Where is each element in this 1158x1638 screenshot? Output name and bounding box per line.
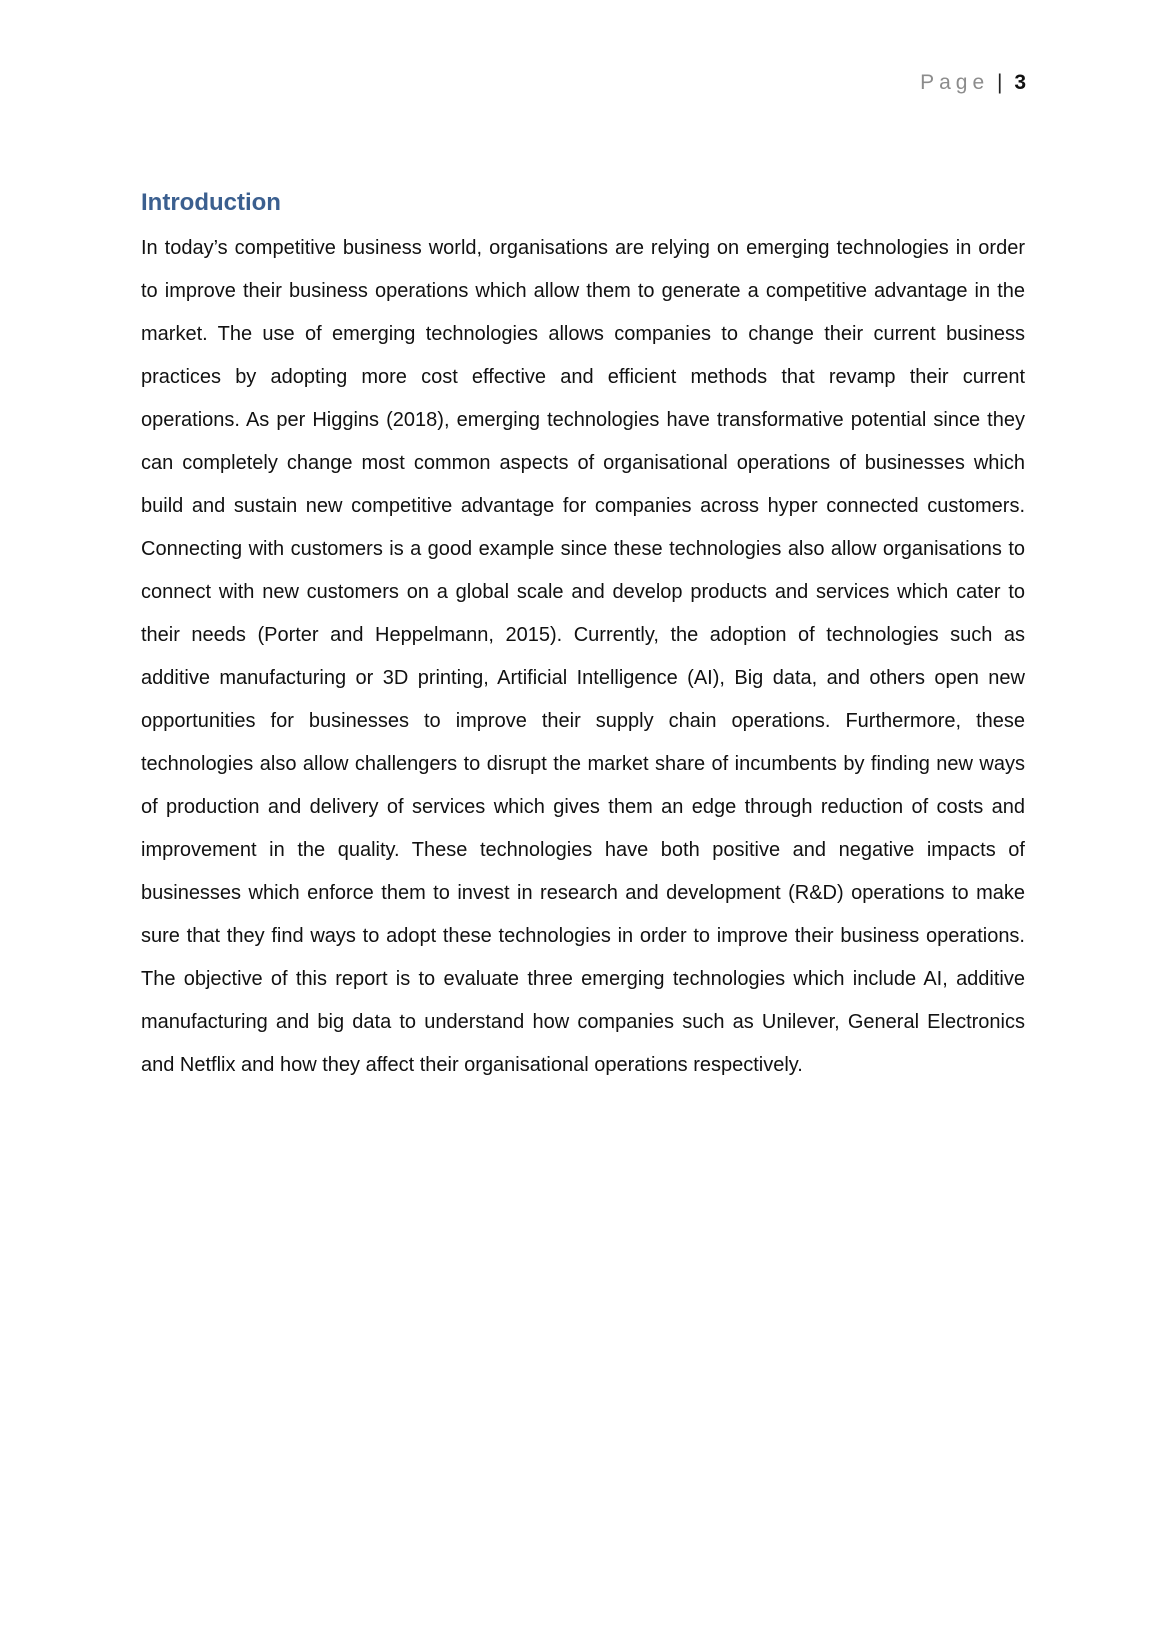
page-separator: | bbox=[997, 71, 1003, 94]
page-number: 3 bbox=[1014, 71, 1026, 94]
section-heading: Introduction bbox=[141, 189, 281, 216]
body-paragraph: In today’s competitive business world, organisations are relying on emerging technologies in order to improve their business operations which allow them to generate a competitive advantage in the market. The use of emerging technologies allows companies to change their current business practices by adopting more cost effective and efficient methods that revamp their current operations. As per Higgins (2018), emerging technologies have transformative potential since they can completely change most common aspects of organisational operations of businesses which build and sustain new competitive advantage for companies across hyper connected customers. Connecting with customers is a good example since these technologies also allow organisations to connect with new customers on a global scale and develop products and services which cater to their needs (Porter and Heppelmann, 2015). Currently, the adoption of technologies such as additive manufacturing or 3D printing, Artificial Intelligence (AI), Big data, and others open new opportunities for businesses to improve their supply chain operations. Furthermore, these technologies also allow challengers to disrupt the market share of incumbents by finding new ways of production and delivery of services which gives them an edge through reduction of costs and improvement in the quality. These technologies have both positive and negative impacts of businesses which enforce them to invest in research and development (R&D) operations to make sure that they find ways to adopt these technologies in order to improve their business operations. The objective of this report is to evaluate three emerging technologies which include AI, additive manufacturing and big data to understand how companies such as Unilever, General Electronics and Netflix and how they affect their organisational operations respectively. bbox=[141, 237, 1025, 1076]
page-header bbox=[920, 70, 1026, 96]
document-body bbox=[141, 188, 1025, 1087]
page-label: Page bbox=[920, 71, 990, 94]
